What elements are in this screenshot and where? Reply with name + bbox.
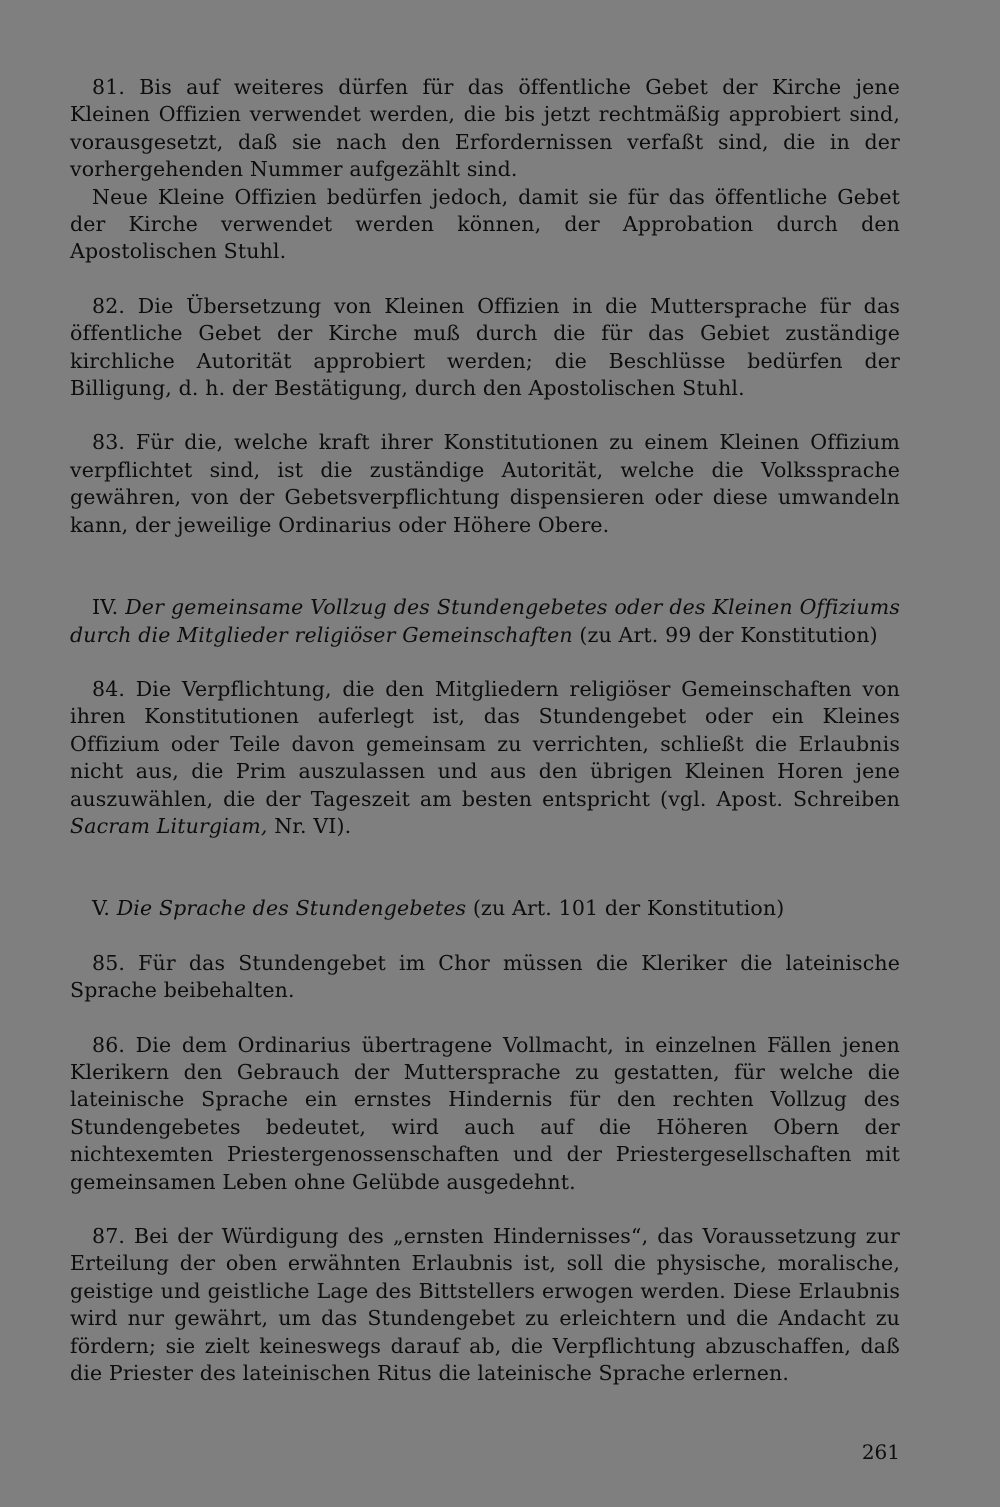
page-number: 261 <box>861 1440 900 1464</box>
paragraph-87: 87. Bei der Würdigung des „ernsten Hindernisses“, das Voraussetzung zur Erteilung der oben erwähnten Erlaubnis ist, soll die physische, moralische, geistige und geistliche Lage des Bittstellers erwogen werden. Diese Erlaubnis wird nur gewährt, um das Stundengebet zu erleichtern und die Andacht zu fördern; sie zielt keineswegs darauf ab, die Verpflichtung abzuschaffen, daß die Priester des lateinischen Ritus die lateinische Sprache erlernen. <box>70 1224 900 1386</box>
section-heading-iv-title: Der gemeinsame Vollzug des Stundengebetes oder des Kleinen Offiziums durch die Mitglieder religiöser Gemeinschaften <box>70 595 901 647</box>
paragraph-81: 81. Bis auf weiteres dürfen für das öffentliche Gebet der Kirche jene Kleinen Offizien verwendet werden, die bis jetzt rechtmäßig approbiert sind, vorausgesetzt, daß sie nach den Erfordernissen verfaßt sind, die in der vorhergehenden Nummer aufgezählt sind. <box>70 75 900 182</box>
section-heading-iv <box>70 594 900 649</box>
paragraph-83: 83. Für die, welche kraft ihrer Konstitutionen zu einem Kleinen Offizium verpflichtet sind, ist die zuständige Autorität, welche die Volkssprache gewähren, von der Gebetsverpflichtung dispensieren oder diese umwandeln kann, der jeweilige Ordinarius oder Höhere Obere. <box>70 430 900 537</box>
spacer <box>70 923 900 950</box>
spacer <box>70 402 900 429</box>
section-heading-v-number: V. <box>92 896 117 921</box>
paragraph-86: 86. Die dem Ordinarius übertragene Vollmacht, in einzelnen Fällen jenen Klerikern den Gebrauch der Muttersprache zu gestatten, für welche die lateinische Sprache ein ernstes Hindernis für den rechten Vollzug des Stundengebetes bedeutet, wird auch auf die Höheren Obern der nichtexemten Priestergenossenschaften und der Priestergesellschaften mit gemeinsamen Leben ohne Gelübde ausgedehnt. <box>70 1032 900 1194</box>
section-heading-v-reference: (zu Art. 101 der Konstitution) <box>466 896 785 921</box>
section-heading-v-title: Die Sprache des Stundengebetes <box>116 896 467 921</box>
spacer <box>70 840 900 895</box>
paragraph-85: 85. Für das Stundengebet im Chor müssen die Kleriker die lateinische Sprache beibehalten. <box>70 950 900 1003</box>
paragraph-82: 82. Die Übersetzung von Kleinen Offizien in die Muttersprache für das öffentliche Gebet der Kirche muß durch die für das Gebiet zuständige kirchliche Autorität approbiert werden; die Beschlüsse bedürfen der Billigung, d. h. der Bestätigung, durch den Apostolischen Stuhl. <box>70 293 900 401</box>
section-heading-iv-number: IV. <box>92 595 126 620</box>
spacer <box>70 539 900 594</box>
section-heading-v <box>70 895 900 922</box>
spacer <box>70 649 900 676</box>
paragraph-84-end: Nr. VI). <box>267 813 352 838</box>
paragraph-81-continuation: Neue Kleine Offizien bedürfen jedoch, damit sie für das öffentliche Gebet der Kirche verwendet werden können, der Approbation durch den Apostolischen Stuhl. <box>70 184 900 264</box>
paragraph-84-citation: Sacram Liturgiam, <box>70 813 268 838</box>
document-page <box>70 74 900 1387</box>
section-heading-iv-reference: (zu Art. 99 der Konstitution) <box>572 622 878 647</box>
spacer <box>70 1005 900 1032</box>
paragraph-84 <box>70 676 900 840</box>
spacer <box>70 266 900 293</box>
spacer <box>70 1196 900 1223</box>
paragraph-84-text: 84. Die Verpflichtung, die den Mitgliedern religiöser Gemeinschaften von ihren Konstitutionen auferlegt ist, das Stundengebet oder ein Kleines Offizium oder Teile davon gemeinsam zu verrichten, schließt die Erlaubnis nicht aus, die Prim auszulassen und aus den übrigen Kleinen Horen jene auszuwählen, die der Tageszeit am besten entspricht (vgl. Apost. Schreiben <box>70 676 900 811</box>
